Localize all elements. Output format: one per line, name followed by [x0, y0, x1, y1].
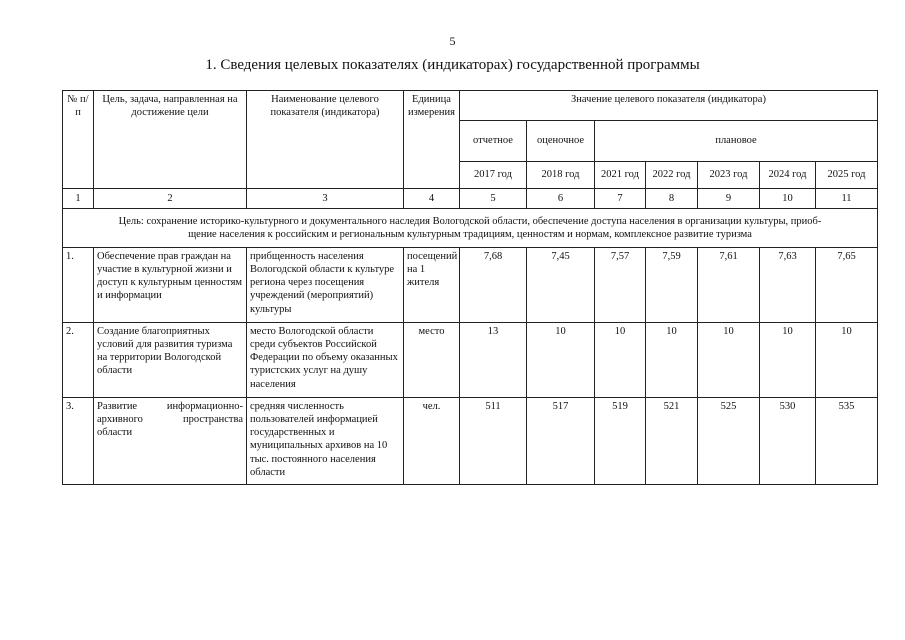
header-indicator: Наименование целевого показателя (индикатора) [247, 91, 404, 189]
row-value: 511 [460, 398, 527, 485]
row-value: 517 [527, 398, 595, 485]
goal-text-line: Цель: сохранение историко-культурного и документального наследия Вологодской области, обеспечение доступа населения в организации культуры, приоб- [118, 215, 822, 227]
column-number: 6 [527, 189, 595, 209]
row-value: 530 [760, 398, 816, 485]
row-unit: место [404, 323, 460, 398]
header-year: 2022 год [646, 162, 698, 189]
row-task: Развитие информационно-архивного пространства области [94, 398, 247, 485]
header-year: 2021 год [595, 162, 646, 189]
column-number: 2 [94, 189, 247, 209]
row-value: 13 [460, 323, 527, 398]
column-number: 8 [646, 189, 698, 209]
row-indicator: место Вологодской области среди субъектов Российской Федерации по объему оказанных туристских услуг на душу населения [247, 323, 404, 398]
row-value: 535 [816, 398, 878, 485]
row-unit: посещений на 1 жителя [404, 248, 460, 323]
table-row [63, 248, 878, 323]
row-task: Обеспечение прав граждан на участие в культурной жизни и доступ к культурным ценностям и информации [94, 248, 247, 323]
goal-row [63, 209, 878, 248]
page-number: 5 [449, 34, 456, 48]
row-value: 10 [646, 323, 698, 398]
row-value: 7,68 [460, 248, 527, 323]
row-value: 10 [698, 323, 760, 398]
row-value: 7,45 [527, 248, 595, 323]
header-row [63, 91, 878, 121]
column-number: 7 [595, 189, 646, 209]
column-number: 5 [460, 189, 527, 209]
row-value: 525 [698, 398, 760, 485]
column-number: 11 [816, 189, 878, 209]
row-value: 7,61 [698, 248, 760, 323]
header-year: 2025 год [816, 162, 878, 189]
row-value: 10 [816, 323, 878, 398]
row-number: 3. [63, 398, 94, 485]
row-value: 7,57 [595, 248, 646, 323]
goal-cell [63, 209, 878, 248]
header-planned: плановое [595, 121, 878, 162]
header-year: 2017 год [460, 162, 527, 189]
row-indicator: прибщенность населения Вологодской области к культуре региона через посещения учреждений (мероприятий) культуры [247, 248, 404, 323]
column-number: 10 [760, 189, 816, 209]
header-reported: отчетное [460, 121, 527, 162]
row-value: 7,65 [816, 248, 878, 323]
row-number: 1. [63, 248, 94, 323]
row-task: Создание благоприятных условий для развития туризма на территории Вологодской области [94, 323, 247, 398]
row-value: 519 [595, 398, 646, 485]
row-value: 10 [760, 323, 816, 398]
row-value: 7,63 [760, 248, 816, 323]
header-value-group: Значение целевого показателя (индикатора) [460, 91, 878, 121]
header-year: 2018 год [527, 162, 595, 189]
column-number-row [63, 189, 878, 209]
indicators-table [62, 90, 878, 485]
row-value: 10 [595, 323, 646, 398]
column-number: 3 [247, 189, 404, 209]
row-value: 521 [646, 398, 698, 485]
header-estimated: оценочное [527, 121, 595, 162]
header-goal: Цель, задача, направленная на достижение цели [94, 91, 247, 189]
row-indicator: средняя численность пользователей информацией государственных и муниципальных архивов на 10 тыс. постоянного населения области [247, 398, 404, 485]
goal-text-line: щение населения к российским и региональным культурным традициям, ценностям и нормам, комплексное развитие туризма [188, 229, 752, 240]
header-no: № п/п [63, 91, 94, 189]
document-title: 1. Сведения целевых показателях (индикаторах) государственной программы [205, 57, 700, 73]
header-unit: Единица измерения [404, 91, 460, 189]
table-row [63, 398, 878, 485]
table-row [63, 323, 878, 398]
header-year: 2024 год [760, 162, 816, 189]
row-value: 10 [527, 323, 595, 398]
row-value: 7,59 [646, 248, 698, 323]
header-year: 2023 год [698, 162, 760, 189]
column-number: 9 [698, 189, 760, 209]
row-unit: чел. [404, 398, 460, 485]
column-number: 1 [63, 189, 94, 209]
row-number: 2. [63, 323, 94, 398]
column-number: 4 [404, 189, 460, 209]
